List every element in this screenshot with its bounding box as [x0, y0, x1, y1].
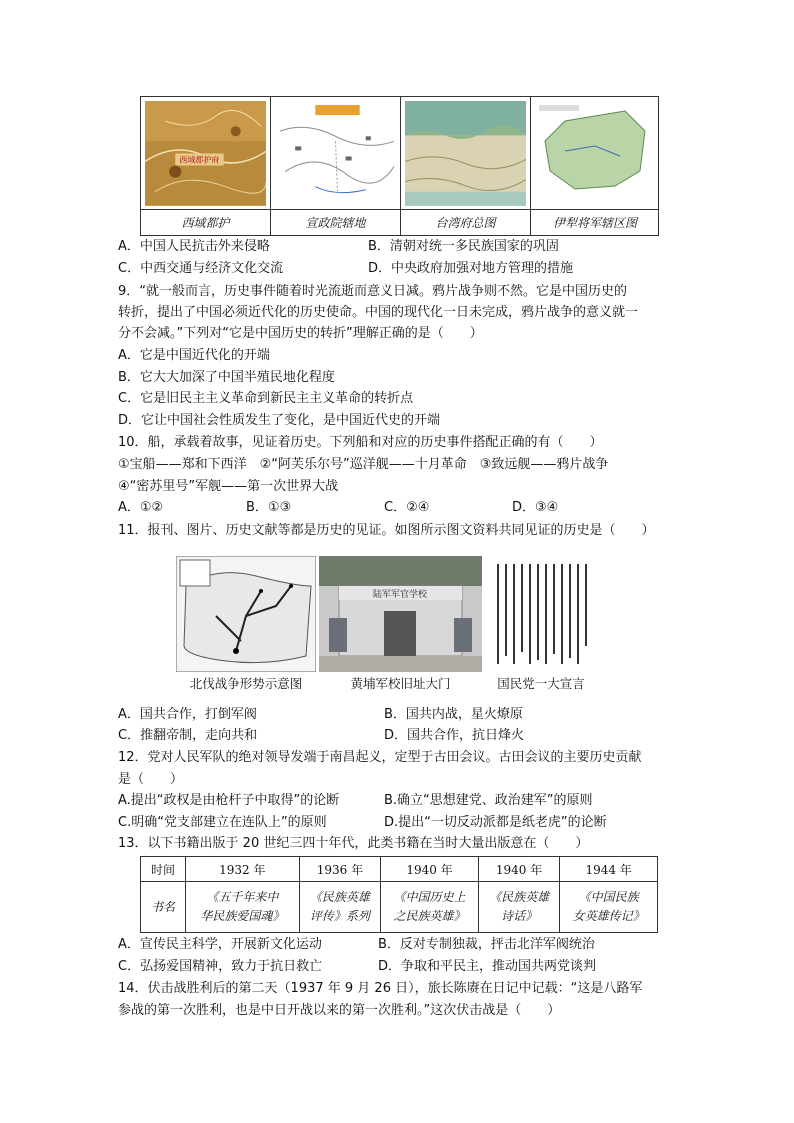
q13-option-c[interactable]: C．弘扬爱国精神，致力于抗日救亡: [118, 959, 323, 974]
ili-map-image: [535, 101, 655, 205]
q13-option-b[interactable]: B．反对专制独裁，抨击北洋军阀统治: [378, 937, 595, 952]
q11-option-d[interactable]: D．国共合作，抗日烽火: [384, 728, 525, 743]
map-caption-4: 伊犁将军辖区图: [531, 209, 659, 236]
q13-year: 1932 年: [186, 857, 300, 882]
q11-option-a[interactable]: A．国共合作，打倒军阀: [118, 707, 257, 722]
q11-option-b[interactable]: B．国共内战，星火燎原: [384, 707, 523, 722]
map-caption-1: 西域都护: [141, 209, 271, 236]
map-cell-4: [531, 97, 659, 209]
q11-caption-3: 国民党一大宣言: [497, 676, 585, 691]
q14-stem-line-1: 14．伏击战胜利后的第二天（1937 年 9 月 26 日），旅长陈赓在日记中记载：“这是八路军: [118, 981, 643, 996]
taiwan-map-image: [405, 101, 526, 206]
q13-option-a[interactable]: A．宣传民主科学，开展新文化运动: [118, 937, 322, 952]
q13-year: 1944 年: [560, 857, 658, 882]
map-caption-3: 台湾府总图: [401, 209, 531, 236]
q10-option-c[interactable]: C．②④: [384, 500, 430, 515]
q13-year: 1940 年: [478, 857, 560, 882]
q13-book: 《中国民族 女英雄传记》: [560, 882, 658, 933]
western-regions-map-image: [145, 101, 266, 206]
q11-stem: 11．报刊、图片、历史文献等都是历史的见证。如图所示图文资料共同见证的历史是（ ）: [118, 523, 655, 538]
northern-expedition-map-image: [176, 556, 316, 672]
q11-caption-1: 北伐战争形势示意图: [189, 676, 303, 691]
map-image-table: [140, 96, 659, 236]
q12-option-c[interactable]: C.明确“党支部建立在连队上”的原则: [118, 815, 327, 830]
q11-caption-2: 黄埔军校旧址大门: [350, 676, 451, 691]
q9-option-c[interactable]: C．它是旧民主主义革命到新民主主义革命的转折点: [118, 391, 414, 406]
q13-book: 《民族英雄 诗话》: [478, 882, 560, 933]
whampoa-gate-sign: 陆军军官学校: [372, 590, 428, 600]
q8-option-a[interactable]: A．中国人民抗击外来侵略: [118, 239, 270, 254]
map-cell-1: [141, 97, 271, 209]
q8-option-d[interactable]: D．中央政府加强对地方管理的措施: [368, 261, 574, 276]
q10-option-b[interactable]: B．①③: [246, 500, 292, 515]
q14-stem-line-2: 参战的第一次胜利，也是中日开战以来的第一次胜利。”这次伏击战是（ ）: [118, 1003, 561, 1018]
q13-book-table: [140, 856, 658, 933]
q10-option-a[interactable]: A．①②: [118, 500, 164, 515]
whampoa-gate-photo: [319, 556, 482, 672]
q13-stem: 13．以下书籍出版于 20 世纪三四十年代，此类书籍在当时大量出版意在（ ）: [118, 836, 589, 851]
q13-book: 《五千年来中 华民族爱国魂》: [186, 882, 300, 933]
q10-items-line-2: ④“密苏里号”军舰——第一次世界大战: [118, 479, 339, 494]
q13-year: 1936 年: [299, 857, 381, 882]
q9-option-d[interactable]: D．它让中国社会性质发生了变化，是中国近代史的开端: [118, 413, 441, 428]
q9-stem-line-1: 9．“就一般而言，历史事件随着时光流逝而意义日减。鸦片战争则不然。它是中国历史的: [118, 284, 628, 299]
q13-book: 《民族英雄 评传》系列: [299, 882, 381, 933]
q13-option-d[interactable]: D．争取和平民主，推动国共两党谈判: [378, 959, 597, 974]
q9-stem-line-2: 转折，提出了中国必须近代化的历史使命。中国的现代化一日未完成，鸦片战争的意义就一: [118, 305, 639, 320]
map-cell-2: [271, 97, 401, 209]
kmt-manifesto-image: [486, 556, 596, 672]
q12-option-b[interactable]: B.确立“思想建党、政治建军”的原则: [384, 793, 593, 808]
q13-header-label: 时间: [141, 857, 186, 882]
q11-option-c[interactable]: C．推翻帝制，走向共和: [118, 728, 258, 743]
q9-option-b[interactable]: B．它大大加深了中国半殖民地化程度: [118, 370, 335, 385]
q8-option-b[interactable]: B．清朝对统一多民族国家的巩固: [368, 239, 559, 254]
q9-stem-line-3: 分不会减。”下列对“它是中国历史的转折”理解正确的是（ ）: [118, 326, 483, 341]
q10-option-d[interactable]: D．③④: [512, 500, 559, 515]
q13-year: 1940 年: [381, 857, 479, 882]
map-caption-2: 宣政院辖地: [271, 209, 401, 236]
map-cell-3: [401, 97, 531, 209]
q9-option-a[interactable]: A．它是中国近代化的开端: [118, 348, 270, 363]
q10-stem: 10．船，承载着故事，见证着历史。下列船和对应的历史事件搭配正确的有（ ）: [118, 435, 603, 450]
q13-row-label: 书名: [141, 882, 186, 933]
q8-option-c[interactable]: C．中西交通与经济文化交流: [118, 261, 284, 276]
q12-option-d[interactable]: D.提出“一切反动派都是纸老虎”的论断: [384, 815, 607, 830]
xuanzheng-map-image: [275, 101, 396, 206]
q12-option-a[interactable]: A.提出“政权是由枪杆子中取得”的论断: [118, 793, 340, 808]
q12-stem-line-2: 是（ ）: [118, 772, 184, 787]
q12-stem-line-1: 12．党对人民军队的绝对领导发端于南昌起义，定型于古田会议。古田会议的主要历史贡献: [118, 750, 642, 765]
map1-label: 西域都护府: [179, 155, 220, 165]
q13-book: 《中国历史上 之民族英雄》: [381, 882, 479, 933]
q10-items-line-1: ①宝船——郑和下西洋 ②“阿芙乐尔号”巡洋舰——十月革命 ③致远舰——鸦片战争: [118, 457, 609, 472]
